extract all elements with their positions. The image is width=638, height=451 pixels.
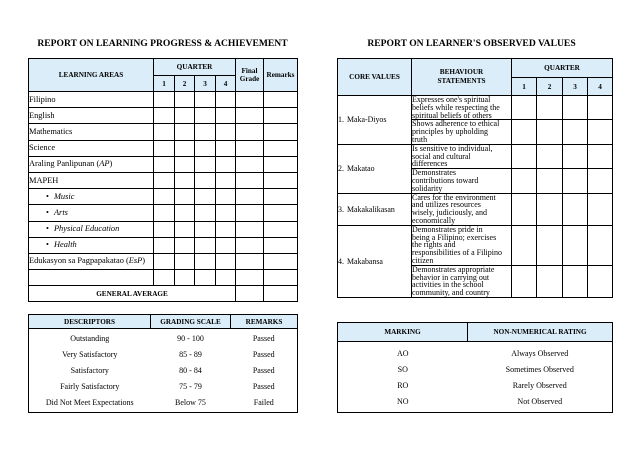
learning-area-cell: [29, 253, 154, 269]
bullet: •: [46, 224, 49, 234]
final-grade-cell: [236, 221, 264, 237]
quarter-3-grade-cell: [195, 172, 216, 188]
learning-area-cell: [29, 140, 154, 156]
remarks-cell: Failed: [253, 398, 274, 407]
quarter-1-header: 1: [512, 78, 537, 96]
spacer-row: [338, 410, 613, 413]
behaviour-statement-cell: [412, 144, 512, 168]
statement-line: social and cultural: [412, 151, 471, 161]
grading-scale-cell: 75 - 79: [179, 382, 202, 391]
quarter-2-grade-cell: [175, 92, 195, 108]
table-row: [29, 221, 298, 237]
table-row: [338, 378, 613, 394]
grading-descriptors-table: [28, 314, 298, 413]
statement-line: behavior in carrying out: [412, 272, 490, 282]
remarks-cell: [264, 140, 298, 156]
quarter-3-grade-cell: [195, 221, 216, 237]
statement-line: activities in the school: [412, 280, 484, 290]
quarter-2-grade-cell: [175, 124, 195, 140]
quarter-3-header: 3: [563, 78, 588, 96]
marking-legend-table: [337, 322, 613, 413]
general-average-row: [29, 286, 298, 302]
learning-area-label: Physical Education: [53, 224, 120, 234]
quarter-4-grade-cell: [216, 140, 236, 156]
general-average-final-grade-cell: [236, 286, 264, 302]
learning-area-label: EsP: [128, 256, 143, 266]
marking-cell: NO: [396, 397, 409, 406]
quarter-2-grade-cell: [175, 237, 195, 253]
table-row: [338, 362, 613, 378]
quarter-2-grade-cell: [175, 140, 195, 156]
quarter-1-rating-cell: [512, 169, 537, 193]
quarter-4-grade-cell: [216, 270, 236, 286]
quarter-2-grade-cell: [175, 172, 195, 188]
quarter-2-rating-cell: [537, 169, 563, 193]
spacer-row: [29, 411, 298, 413]
descriptor-cell: Fairly Satisfactory: [60, 382, 120, 391]
quarter-2-rating-cell: [537, 120, 563, 144]
remarks-cell: [264, 205, 298, 221]
behaviour-statements-label: BEHAVIOUR STATEMENTS: [437, 68, 486, 85]
remarks-cell: [264, 108, 298, 124]
quarter-3-header: 3: [195, 76, 216, 92]
grading-scale-cell: 80 - 84: [179, 366, 202, 375]
remarks-cell: Passed: [252, 366, 275, 375]
statement-line: truth: [412, 134, 428, 144]
core-value-number: 2.: [338, 164, 344, 174]
table-header: [338, 59, 613, 96]
bullet: •: [46, 240, 49, 250]
quarter-1-grade-cell: [154, 253, 175, 269]
learning-area-cell: [29, 270, 154, 286]
quarter-3-grade-cell: [195, 156, 216, 172]
quarter-3-rating-cell: [563, 225, 588, 265]
final-grade-cell: [236, 253, 264, 269]
learning-area-label: Mathematics: [29, 126, 73, 136]
quarter-4-header: 4: [588, 78, 613, 96]
marking-header: MARKING: [338, 323, 468, 342]
learning-area-cell: [29, 124, 154, 140]
table-body: [29, 329, 298, 413]
quarter-1-grade-cell: [154, 92, 175, 108]
quarter-3-grade-cell: [195, 124, 216, 140]
bullet: •: [46, 191, 49, 201]
quarter-1-rating-cell: [512, 144, 537, 168]
statement-line: economically: [412, 215, 456, 225]
remarks-cell: [264, 253, 298, 269]
remarks-cell: [264, 172, 298, 188]
learning-area-label: ): [142, 256, 146, 266]
quarter-1-grade-cell: [154, 237, 175, 253]
behaviour-statements-header: [412, 59, 512, 96]
table-header: [29, 59, 298, 92]
remarks-cell: [264, 237, 298, 253]
quarter-1-header: 1: [154, 76, 175, 92]
table-row: [29, 395, 298, 411]
remarks-header: REMARKS: [231, 315, 298, 329]
non-numerical-rating-header: NON-NUMERICAL RATING: [468, 323, 613, 342]
spacer-cell: [338, 410, 613, 413]
remarks-cell: [264, 221, 298, 237]
learning-area-label: English: [29, 110, 55, 120]
table-row: [29, 253, 298, 269]
final-grade-cell: [236, 140, 264, 156]
quarter-2-grade-cell: [175, 253, 195, 269]
statement-line: Cares for the environment: [412, 193, 496, 202]
learning-area-label: Edukasyon sa Pagpapakatao (: [29, 256, 129, 266]
quarter-3-grade-cell: [195, 205, 216, 221]
remarks-header: Remarks: [264, 59, 298, 92]
quarter-1-grade-cell: [154, 140, 175, 156]
statement-line: responsibilities of a Filipino: [412, 248, 502, 258]
core-value-name: Makakalikasan: [347, 204, 395, 214]
marking-cell: RO: [397, 381, 409, 390]
quarter-2-header: 2: [175, 76, 195, 92]
quarter-header: QUARTER: [512, 59, 613, 78]
grading-scale-cell: 85 - 89: [179, 350, 202, 359]
remarks-cell: Passed: [252, 382, 275, 391]
quarter-2-grade-cell: [175, 108, 195, 124]
learning-progress-title: REPORT ON LEARNING PROGRESS & ACHIEVEMENT: [37, 38, 288, 49]
table-header: [338, 323, 613, 342]
table-row: [29, 270, 298, 286]
spacer-cell: [29, 411, 298, 413]
learning-area-label: AP: [99, 159, 110, 169]
remarks-cell: [264, 124, 298, 140]
quarter-1-rating-cell: [512, 193, 537, 225]
quarter-4-grade-cell: [216, 172, 236, 188]
quarter-3-grade-cell: [195, 92, 216, 108]
quarter-1-grade-cell: [154, 172, 175, 188]
remarks-cell: Passed: [252, 334, 275, 343]
quarter-3-rating-cell: [563, 144, 588, 168]
quarter-4-rating-cell: [588, 193, 613, 225]
final-grade-cell: [236, 189, 264, 205]
learning-area-label: Arts: [53, 207, 68, 217]
descriptor-cell: Did Not Meet Expectations: [45, 398, 134, 407]
learning-area-cell: [29, 237, 154, 253]
quarter-4-grade-cell: [216, 124, 236, 140]
bullet: •: [46, 207, 49, 217]
statement-line: citizen: [412, 255, 434, 265]
quarter-4-grade-cell: [216, 221, 236, 237]
table-body: [29, 92, 298, 302]
core-value-cell: [338, 96, 412, 145]
statement-line: spiritual beliefs of others: [412, 110, 492, 120]
quarter-1-grade-cell: [154, 189, 175, 205]
statement-line: Is sensitive to individual,: [412, 144, 493, 153]
remarks-cell: [264, 189, 298, 205]
descriptor-cell: Very Satisfactory: [62, 350, 118, 359]
quarter-4-grade-cell: [216, 205, 236, 221]
quarter-4-grade-cell: [216, 92, 236, 108]
quarter-4-rating-cell: [588, 96, 613, 120]
final-grade-cell: [236, 205, 264, 221]
learning-area-label: Science: [29, 143, 56, 153]
behaviour-statement-cell: [412, 265, 512, 297]
table-row: [29, 124, 298, 140]
core-values-header: CORE VALUES: [338, 59, 412, 96]
quarter-2-grade-cell: [175, 156, 195, 172]
quarter-3-rating-cell: [563, 96, 588, 120]
quarter-3-rating-cell: [563, 169, 588, 193]
learning-area-label: Filipino: [29, 94, 56, 104]
core-value-number: 3.: [338, 204, 344, 214]
statement-line: Expresses one's spiritual: [412, 95, 491, 104]
quarter-3-rating-cell: [563, 265, 588, 297]
table-row: [338, 193, 613, 225]
grading-scale-cell: 90 - 100: [177, 334, 204, 343]
table-row: [29, 379, 298, 395]
header-row: [29, 59, 298, 76]
table-row: [338, 346, 613, 362]
observed-values-title: REPORT ON LEARNER'S OBSERVED VALUES: [367, 38, 576, 49]
quarter-3-rating-cell: [563, 193, 588, 225]
table-row: [29, 205, 298, 221]
behaviour-statement-cell: [412, 169, 512, 193]
quarter-2-grade-cell: [175, 205, 195, 221]
table-row: [29, 237, 298, 253]
behaviour-statement-cell: [412, 225, 512, 265]
statement-line: differences: [412, 159, 448, 169]
core-value-number: 1.: [338, 115, 344, 125]
rating-cell: Sometimes Observed: [505, 365, 574, 374]
learning-progress-table: [28, 58, 298, 302]
statement-line: solidarity: [412, 183, 443, 193]
learning-area-cell: [29, 205, 154, 221]
marking-cell: AO: [396, 349, 409, 358]
quarter-4-header: 4: [216, 76, 236, 92]
quarter-4-rating-cell: [588, 225, 613, 265]
quarter-header: QUARTER: [154, 59, 236, 76]
rating-cell: Rarely Observed: [512, 381, 567, 390]
table-row: [338, 96, 613, 120]
core-value-name: Makabansa: [347, 256, 383, 266]
learning-area-cell: [29, 189, 154, 205]
grading-scale-header: GRADING SCALE: [151, 315, 231, 329]
table-header: [29, 315, 298, 329]
quarter-2-rating-cell: [537, 225, 563, 265]
remarks-cell: Passed: [252, 350, 275, 359]
remarks-cell: [264, 92, 298, 108]
quarter-2-rating-cell: [537, 193, 563, 225]
statement-line: being a Filipino; exercises: [412, 232, 497, 242]
grading-scale-cell: Below 75: [175, 398, 206, 407]
header-row: [338, 323, 613, 342]
learning-area-label: Health: [53, 240, 77, 250]
final-grade-header: Final Grade: [236, 59, 264, 92]
rating-cell: Not Observed: [517, 397, 563, 406]
quarter-1-rating-cell: [512, 96, 537, 120]
table-row: [29, 108, 298, 124]
descriptor-cell: Satisfactory: [70, 366, 109, 375]
quarter-4-grade-cell: [216, 156, 236, 172]
learning-area-cell: [29, 172, 154, 188]
core-value-number: 4.: [338, 256, 344, 266]
quarter-4-rating-cell: [588, 265, 613, 297]
quarter-1-grade-cell: [154, 124, 175, 140]
table-row: [338, 225, 613, 265]
quarter-1-rating-cell: [512, 225, 537, 265]
statement-line: the rights and: [412, 240, 456, 250]
table-row: [29, 140, 298, 156]
learning-areas-header: LEARNING AREAS: [29, 59, 154, 92]
table-row: [338, 144, 613, 168]
learning-area-cell: [29, 108, 154, 124]
quarter-4-grade-cell: [216, 237, 236, 253]
statement-line: contributions toward: [412, 175, 479, 185]
quarter-4-rating-cell: [588, 169, 613, 193]
quarter-4-grade-cell: [216, 189, 236, 205]
final-grade-cell: [236, 172, 264, 188]
general-average-remarks-cell: [264, 286, 298, 302]
rating-cell: Always Observed: [511, 349, 569, 358]
quarter-1-grade-cell: [154, 205, 175, 221]
final-grade-cell: [236, 108, 264, 124]
table-row: [29, 189, 298, 205]
descriptor-cell: Outstanding: [70, 334, 110, 343]
remarks-cell: [264, 156, 298, 172]
quarter-2-header: 2: [537, 78, 563, 96]
table-row: [29, 92, 298, 108]
statement-line: and utilizes resources: [412, 200, 481, 210]
quarter-1-grade-cell: [154, 108, 175, 124]
quarter-3-grade-cell: [195, 237, 216, 253]
quarter-2-grade-cell: [175, 189, 195, 205]
observed-values-table: [337, 58, 613, 298]
learning-area-label: Music: [53, 191, 75, 201]
statement-line: Demonstrates: [412, 168, 456, 178]
quarter-3-grade-cell: [195, 189, 216, 205]
core-value-cell: [338, 193, 412, 225]
quarter-3-grade-cell: [195, 253, 216, 269]
behaviour-statement-cell: [412, 120, 512, 144]
learning-area-label: ): [109, 159, 113, 169]
table-row: [338, 394, 613, 410]
learning-area-label: MAPEH: [29, 175, 59, 185]
final-grade-cell: [236, 270, 264, 286]
marking-cell: SO: [397, 365, 408, 374]
statement-line: community, and country: [412, 288, 490, 298]
statement-line: wisely, judiciously, and: [412, 208, 487, 218]
quarter-4-grade-cell: [216, 253, 236, 269]
table-row: [29, 172, 298, 188]
quarter-2-grade-cell: [175, 221, 195, 237]
descriptors-header: DESCRIPTORS: [29, 315, 151, 329]
table-row: [29, 347, 298, 363]
quarter-1-grade-cell: [154, 156, 175, 172]
quarter-3-grade-cell: [195, 270, 216, 286]
quarter-1-rating-cell: [512, 265, 537, 297]
quarter-2-grade-cell: [175, 270, 195, 286]
quarter-2-rating-cell: [537, 144, 563, 168]
header-row: [338, 59, 613, 78]
table-body: [338, 342, 613, 413]
quarter-1-rating-cell: [512, 120, 537, 144]
table-row: [29, 363, 298, 379]
core-value-cell: [338, 144, 412, 193]
final-grade-cell: [236, 156, 264, 172]
statement-line: Shows adherence to ethical: [412, 119, 500, 129]
statement-line: principles by upholding: [412, 127, 488, 137]
table-body: [338, 96, 613, 298]
learning-area-cell: [29, 221, 154, 237]
quarter-3-grade-cell: [195, 140, 216, 156]
core-value-cell: [338, 225, 412, 297]
behaviour-statement-cell: [412, 193, 512, 225]
final-grade-cell: [236, 237, 264, 253]
quarter-2-rating-cell: [537, 96, 563, 120]
quarter-2-rating-cell: [537, 265, 563, 297]
table-row: [29, 156, 298, 172]
behaviour-statement-cell: [412, 96, 512, 120]
header-row: [29, 315, 298, 329]
quarter-4-rating-cell: [588, 144, 613, 168]
core-value-name: Makatao: [347, 164, 375, 174]
quarter-4-rating-cell: [588, 120, 613, 144]
learning-area-cell: [29, 92, 154, 108]
quarter-4-grade-cell: [216, 108, 236, 124]
general-average-label: GENERAL AVERAGE: [29, 286, 236, 302]
statement-line: beliefs while respecting the: [412, 102, 500, 112]
quarter-3-grade-cell: [195, 108, 216, 124]
quarter-1-grade-cell: [154, 221, 175, 237]
statement-line: Demonstrates appropriate: [412, 265, 495, 274]
quarter-1-grade-cell: [154, 270, 175, 286]
learning-area-cell: [29, 156, 154, 172]
final-grade-cell: [236, 124, 264, 140]
learning-area-label: Araling Panlipunan (: [29, 159, 100, 169]
table-row: [29, 331, 298, 347]
core-value-name: Maka-Diyos: [347, 115, 387, 125]
final-grade-cell: [236, 92, 264, 108]
quarter-3-rating-cell: [563, 120, 588, 144]
remarks-cell: [264, 270, 298, 286]
statement-line: Demonstrates pride in: [412, 225, 483, 234]
